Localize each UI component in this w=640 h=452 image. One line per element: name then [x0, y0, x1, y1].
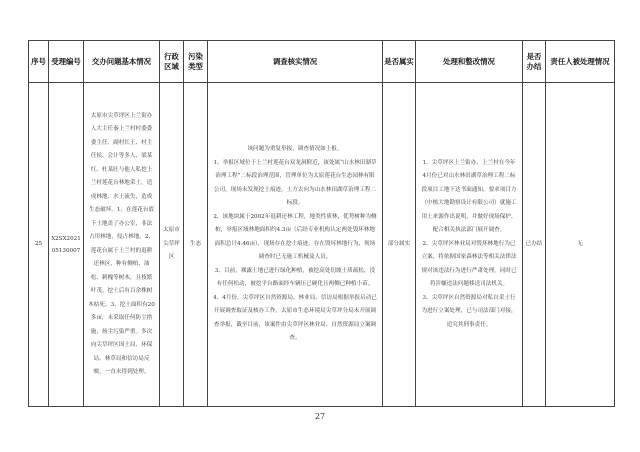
page-number: 27 — [314, 412, 326, 421]
investigation-para: 3、目前，裸露土地已进行绿化种植，被挖高处切坡土质疏松，没有任何松动，被挖平台路面经车辆压已硬化且两侧已种植小苗。 — [214, 267, 376, 288]
rectification-table — [28, 40, 615, 407]
cell-accept-no: X2SX202105130007 — [49, 83, 84, 407]
header-pollution-type: 污染类型 — [184, 41, 208, 83]
cell-accountability: 无 — [546, 83, 615, 407]
table-row — [29, 83, 615, 407]
header-handling: 处理和整改情况 — [416, 41, 523, 83]
header-closed: 是否办结 — [523, 41, 546, 83]
investigation-para: 该问题为重复举报，调查情况如上报。 — [247, 146, 343, 153]
header-accept-no: 受理编号 — [49, 41, 84, 83]
investigation-para: 1、举报区域位于上兰村莲花台双龙洞附近，该处属“山水林田湖草治理工程”二标段治理范围，管理单位为太原莲花台生态园林有限公司，现场未发现挖土痕迹，土方去向为山水林田湖草治理工程二标段。 — [213, 159, 377, 207]
handling-para: 1、尖草坪区上兰街办、上兰村在今年4月份已对山水林田湖草治理工程二标段项目工地下达书面通知，要求项目方（中核大地勘察设计有限公司）就施工用土来源作出说明，并做好现场保护，配合相关执法部门展开调查。 — [421, 159, 517, 234]
cell-handling — [416, 83, 523, 407]
handling-para: 2、尖草坪区林业局对毁坏林地行为已立案，将依据国家森林法等相关法律法规对该违法行为进行严肃处理，同时已将涉嫌违法问题移送司法机关。 — [421, 240, 517, 288]
header-seq: 序号 — [29, 41, 49, 83]
table-header-row — [29, 41, 615, 83]
cell-verified: 部分属实 — [383, 83, 416, 407]
cell-seq: 25 — [29, 83, 49, 407]
cell-investigation — [208, 83, 383, 407]
header-complaint: 交办问题基本情况 — [84, 41, 160, 83]
investigation-para: 4、4月份，尖草坪区自然资源局、林业局、信访局根据举报启动已开展调查取证及核办工作，太原市生态环境局尖草坪分局未开展调查举报，截至目前，该案件由尖草坪区林业局、自然资源局立案调查。 — [213, 294, 377, 342]
header-verified: 是否属实 — [383, 41, 416, 83]
header-investigation: 调查核实情况 — [208, 41, 383, 83]
cell-closed: 已办结 — [523, 83, 546, 407]
cell-complaint: 太原市尖草坪区上兰街办人大主任秦上兰村村委委委主任、副村长王、村主任侯、会计等多人、梁某红、杜某旺与他人私挖上兰村莲花台林地采土，造成林地、水土流失，造成生态破坏。1、在莲花台底下土地盖了办公室，非法占用林地，侵占林地。2、莲花台属于上兰村的退耕还林区，种有侧柏、油松、刺槐等树木，且枝繁叶茂。挖土后有百余株树木枯死。3、挖土面积有20多亩，未采取任何防尘措施，扬尘污染严重。多次向尖草坪区国土局、环保局、林草局和信访局反映，一直未得到处理。 — [84, 83, 160, 407]
header-accountability: 责任人被处理情况 — [546, 41, 615, 83]
handling-para: 3、尖草坪区自然资源局对私自采土行为进行立案处理，已与司法部门对接，追究其刑事责任。 — [421, 294, 517, 328]
cell-pollution-type: 生态 — [184, 83, 208, 407]
cell-district: 太原市尖草坪区 — [160, 83, 184, 407]
investigation-para: 2、该地块属于2002年退耕还林工程，地类性质林，优势树种为侧柏，举报区域林地面积约4.3亩（后经专业机构认定两处毁坏林地面积总计4.46亩），现场存在挖土痕迹，存在毁坏林地行为，现场调查时已无施工机械及人员。 — [213, 213, 377, 261]
header-district: 行政区域 — [160, 41, 184, 83]
